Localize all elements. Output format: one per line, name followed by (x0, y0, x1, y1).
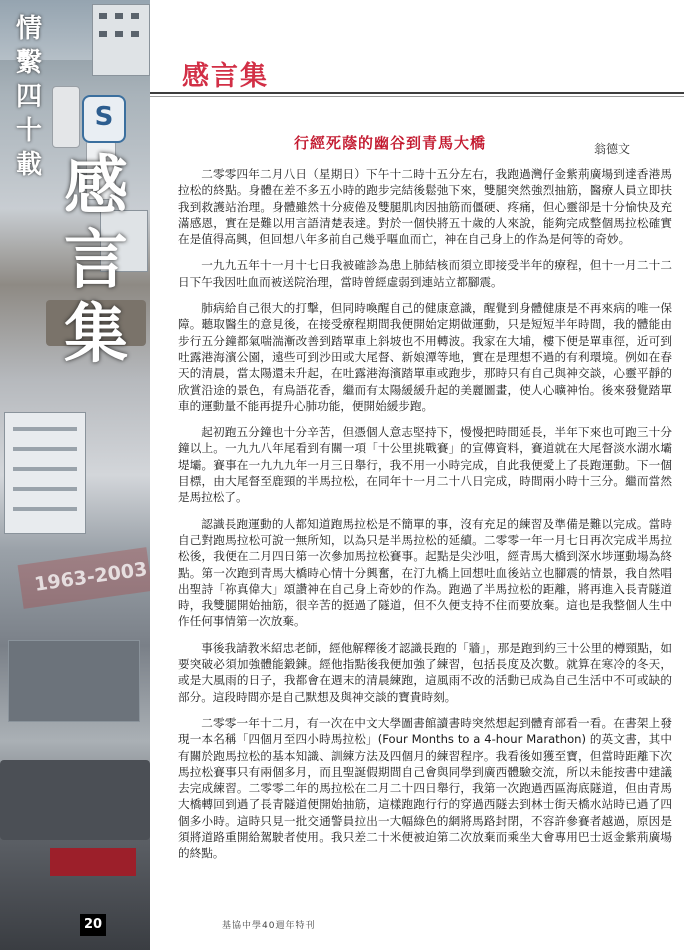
vertical-title-char: 載 (15, 150, 42, 180)
vertical-title-char: 四 (15, 82, 42, 112)
big-title-char: 感 (64, 150, 128, 224)
header-rule-thin (150, 96, 684, 97)
article-paragraph: 肺病給自己很大的打擊，但同時喚醒自己的健康意識，醒覺到身體健康是不再來病的唯一保障。聽取醫生的意見後，在接受療程期間我便開始定期做運動，只是短短半年時間，我的體能由步行五分鐘都氣喘湍漸改善到踏單車上斜坡也不用轉波。我家在大埔，樓下便是單車徑，近可到吐露港海濱公園，遠些可到沙田或大尾督、新娘潭等地，實在是理想不過的有利環境。例如在春天的清晨，當太陽還未升起，在吐露港海濱踏單車或跑步，那時只有自己與神交談，心靈平靜的欣賞沿途的景色，有鳥語花香，繼而有太陽緩緩升起的美麗圖畫，使人心曠神怡。後來發覺踏單車的運動量不能再提升心肺功能，便開始緩步跑。 (178, 301, 672, 413)
school-logo: S (82, 95, 126, 143)
school-building-photo (4, 412, 86, 534)
article-body (178, 166, 672, 872)
article-paragraph: 事後我請教米紹忠老師，經他解釋後才認識長跑的「牆」，那是跑到約三十公里的樽頸點，如要突破必須加強體能鍛鍊。經他指點後我便加強了練習，包括長度及次數。就算在寒冷的冬天，或是大風雨的日子，我都會在週末的清晨練跑，這風雨不改的活動已成為自己生活中不可或缺的部分。這段時間亦是自己默想及與神交談的寶貴時刻。 (178, 640, 672, 704)
page-number: 20 (80, 914, 106, 936)
anniversary-years: 1963-2003 (33, 558, 149, 596)
article-paragraph: 起初跑五分鐘也十分辛苦，但憑個人意志堅持下，慢慢把時間延長，半年下來也可跑三十分鐘以上。一九九八年尾看到有關一項「十公里挑戰賽」的宣傳資料，賽道就在大尾督淡水湖水壩堤壩。賽事在一九九九年一月三日舉行，我不用一小時完成，自此我便愛上了長跑運動。下一個目標，由大尾督至鹿頸的半馬拉松，在同年十一月二十八日完成，時間兩小時十三分。繼而當然是馬拉松了。 (178, 425, 672, 505)
article-title: 行經死蔭的幽谷到青馬大橋 (293, 134, 486, 152)
student-figure (52, 86, 80, 148)
vertical-title-char: 情 (15, 14, 42, 44)
vertical-title-char: 十 (15, 116, 42, 146)
article-author: 翁德文 (594, 142, 631, 156)
article-paragraph: 一九九五年十一月十七日我被確診為患上肺結核而須立即接受半年的療程，但十一月二十二日下午我因吐血而被送院治理，當時曾經虛弱到連站立都腳震。 (178, 258, 672, 289)
building-photo (92, 4, 150, 76)
big-title-char: 集 (64, 298, 128, 372)
red-sign-photo (50, 848, 136, 876)
big-title-char: 言 (64, 224, 128, 298)
crowd-photo (0, 760, 150, 840)
publication-footer: 基協中學40週年特刊 (222, 921, 316, 931)
header-rule (150, 92, 684, 94)
sidebar-photo-collage (0, 0, 150, 950)
building-photo (8, 640, 140, 722)
vertical-title-char: 繫 (15, 48, 42, 78)
big-vertical-title (56, 150, 136, 372)
article-paragraph: 二零零四年二月八日（星期日）下午十二時十五分左右，我跑過灣仔金紫荊廣場到達香港馬拉松的終點。身體在差不多五小時的跑步完結後鬆弛下來，雙腿突然強烈抽筋，醫療人員立即扶我到救護站治理。身體雖然十分疲倦及雙腿肌肉因抽筋而僵硬、疼痛，但心靈卻是十分愉快及充滿感恩，實在是難以用言語清楚表達。對於一個快將五十歲的人來說，能夠完成整個馬拉松確實在是值得高興，但回想八年多前自己幾乎嘔血而亡，神在自己身上的作為是何等的奇妙。 (178, 167, 672, 247)
section-title: 感言集 (182, 61, 269, 92)
vertical-title (12, 12, 46, 182)
article-paragraph: 二零零一年十二月，有一次在中文大學圖書館讀書時突然想起到體育部看一看。在書架上發現一本名稱「四個月至四小時馬拉松」(Four Months to a 4-hour Marathon) 的英文書，其中有關於跑馬拉松的基本知識、訓練方法及四個月的練習程序。我看後如獲至寶，但當時距離下次馬拉松賽事只有兩個多月，而且聖誕假期間自己會與同學到廣西體驗交流，所以未能按書中建議去完成練習。二零零二年的馬拉松在二月二十四日舉行，我第一次跑過西區海底隧道，但由青馬大橋轉回到過了長青隧道便開始抽筋，這樣跑跑行行的穿過西隧去到林士街天橋水站時已過了四個多小時。這時只見一批交通警員拉出一大幅綠色的網將馬路封閉，不容許參賽者越過，原因是須將道路重開給駕駛者使用。我只差二十米便被迫第二次放棄而乘坐大會專用巴士返金紫荊廣場的終點。 (178, 715, 672, 861)
article-paragraph: 認識長跑運動的人都知道跑馬拉松是不簡單的事，沒有充足的練習及準備是難以完成。當時自己對跑馬拉松可說一無所知，以為只是半馬拉松的延續。二零零一年一月七日再次完成半馬拉松後，我便在二月四日第一次參加馬拉松賽事。起點是尖沙咀，經青馬大橋到深水埗運動場為終點。第一次跑到青馬大橋時心情十分興奮，在汀九橋上回想吐血後站立也腳震的情景，我自然唱出聖詩「祢真偉大」頌讚神在自己身上奇妙的作為。跑過了半馬拉松的距離，將再進入長青隧道時，我雙腿開始抽筋，很辛苦的挺過了隧道，但不久便支持不住而要放棄。這也是我整個人生中作任何事情第一次放棄。 (178, 516, 672, 629)
